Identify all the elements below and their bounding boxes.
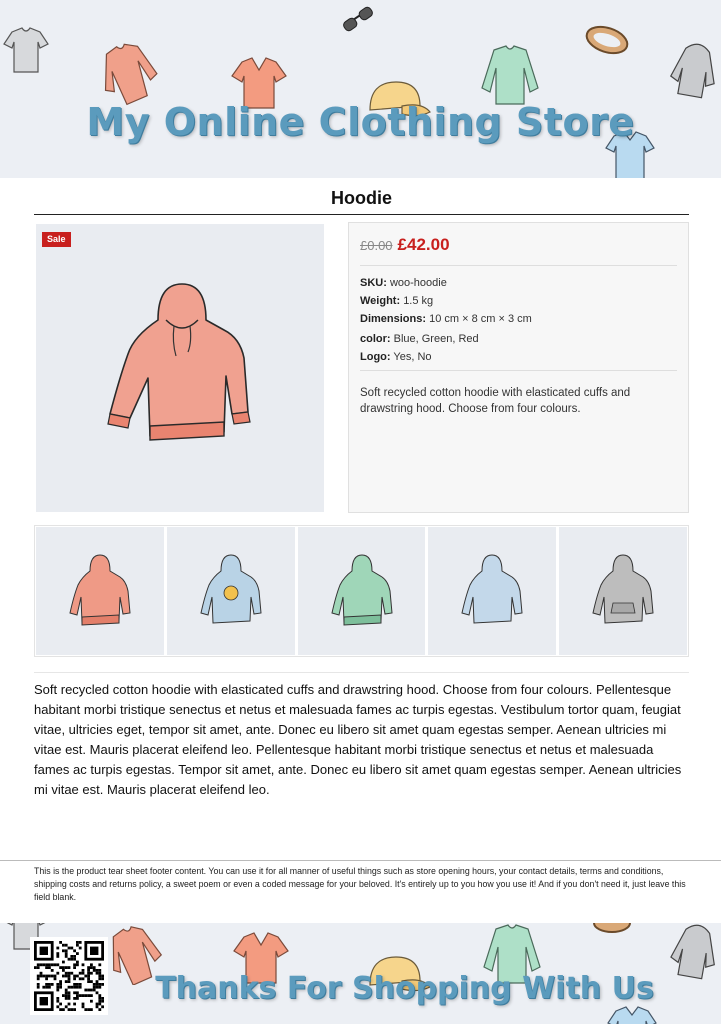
longsleeve-red-icon xyxy=(100,42,160,108)
meta-value: 1.5 kg xyxy=(403,295,434,307)
meta-dimensions xyxy=(360,310,677,328)
gallery-thumb-light-blue[interactable] xyxy=(428,527,556,655)
meta-key: Dimensions: xyxy=(360,313,427,325)
price xyxy=(360,235,677,255)
hoodie-green-icon xyxy=(330,553,394,629)
summary-divider xyxy=(360,370,677,371)
meta-sku xyxy=(360,274,677,292)
meta-weight xyxy=(360,292,677,310)
footer-banner xyxy=(0,923,721,1024)
sale-price: £42.00 xyxy=(397,235,450,254)
meta-key: color: xyxy=(360,333,391,345)
meta-logo xyxy=(360,348,677,366)
gallery-thumb-grey[interactable] xyxy=(559,527,687,655)
footer-text: This is the product tear sheet footer content. You can use it for all manner of useful things such as store opening hours, your contact details, terms and conditions, shipping costs and returns policy, a sweet poem or even a coded message for your beloved. It's entirely up to you how you use it! And if you don't need it, just leave this field blank. xyxy=(34,866,686,902)
hoodie-red-icon xyxy=(106,280,256,452)
gallery-thumb-red[interactable] xyxy=(36,527,164,655)
hoodie-red-icon xyxy=(68,553,132,629)
hoodie-light-blue-icon xyxy=(460,553,524,629)
belt-icon xyxy=(590,923,634,937)
tshirt-grey-icon xyxy=(2,26,50,76)
hoodie-blue-logo-icon xyxy=(199,553,263,629)
meta-value: 10 cm × 8 cm × 3 cm xyxy=(429,313,532,325)
product-main-image[interactable] xyxy=(36,224,324,512)
thanks-title: Thanks For Shopping With Us xyxy=(155,971,654,1006)
meta-key: SKU: xyxy=(360,277,387,289)
product-gallery xyxy=(34,525,689,657)
header-banner xyxy=(0,0,721,178)
meta-key: Logo: xyxy=(360,351,391,363)
product-summary xyxy=(348,222,689,513)
gallery-thumb-green[interactable] xyxy=(298,527,426,655)
short-description: Soft recycled cotton hoodie with elasticated cuffs and drawstring hood. Choose from four colours. xyxy=(360,387,631,415)
meta-value: woo-hoodie xyxy=(389,277,447,289)
sunglasses-icon xyxy=(340,2,376,36)
meta-value: Yes, No xyxy=(393,351,432,363)
meta-key: Weight: xyxy=(360,295,401,307)
title-divider xyxy=(34,214,689,215)
gallery-thumb-blue-logo[interactable] xyxy=(167,527,295,655)
sale-badge: Sale xyxy=(42,232,71,247)
belt-icon xyxy=(582,20,632,60)
product-title: Hoodie xyxy=(331,188,392,208)
meta-value: Blue, Green, Red xyxy=(393,333,479,345)
regular-price: £0.00 xyxy=(360,238,393,253)
hoodie-grey-icon xyxy=(591,553,655,629)
summary-divider xyxy=(360,265,677,266)
meta-color xyxy=(360,330,677,348)
description-divider xyxy=(34,672,689,673)
store-title: My Online Clothing Store xyxy=(86,100,635,144)
footer-divider xyxy=(0,860,721,861)
hoodie-grey-icon xyxy=(668,40,720,102)
long-description: Soft recycled cotton hoodie with elasticated cuffs and drawstring hood. Choose from four colours. Pellentesque habitant morbi tristique senectus et netus et malesuada fames ac turpis egestas. Vestibulum tortor quam, feugiat vitae, ultricies eget, tempor sit amet, ante. Donec eu libero sit amet quam egestas semper. Aenean ultricies mi vitae est. Mauris placerat eleifend leo. Pellentesque habitant morbi tristique senectus et netus et malesuada fames ac turpis egestas. Tempor sit amet, ante. Donec eu libero sit amet quam egestas semper. Aenean ultricies mi vitae est. Mauris placerat eleifend leo. xyxy=(34,682,682,797)
polo-blue-icon xyxy=(606,1005,658,1024)
